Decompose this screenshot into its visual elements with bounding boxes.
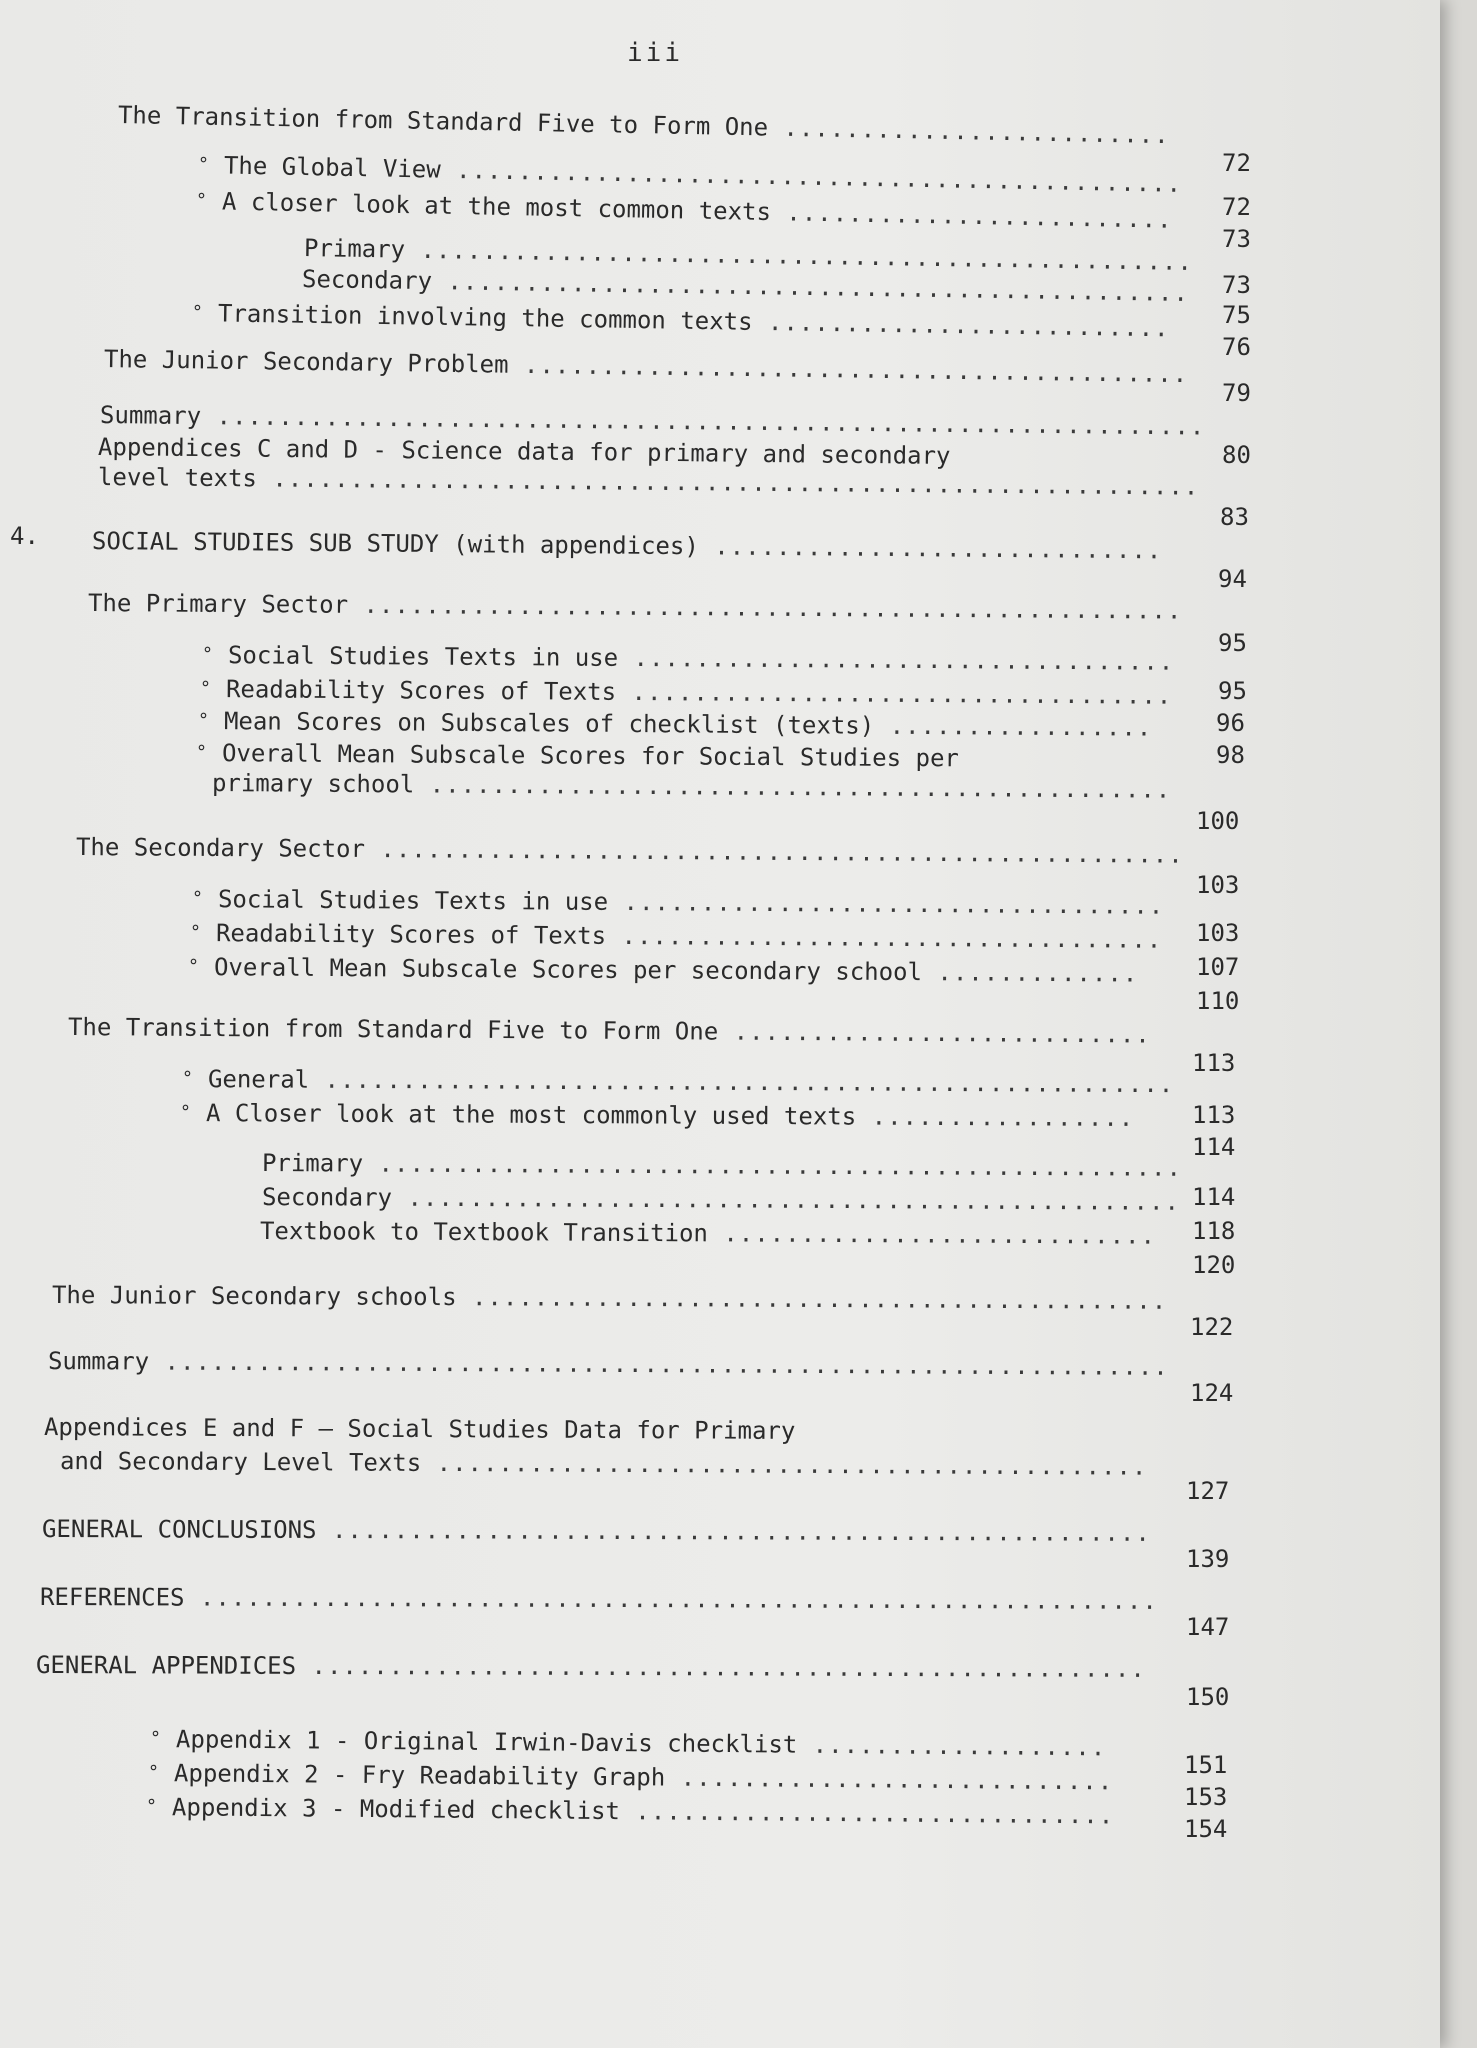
toc-entry-title: primary school: [211, 769, 415, 799]
toc-page-number: 154: [1184, 1815, 1228, 1843]
toc-entry-title: The Secondary Sector: [75, 833, 366, 864]
dot-leader: ............................................................: [256, 464, 1200, 501]
toc-entry[interactable]: [180, 1098, 1134, 1133]
toc-entry-title: Primary: [261, 1149, 364, 1178]
toc-entry-title: REFERENCES: [39, 1583, 185, 1612]
toc-entry-title: Mean Scores on Subscales of checklist (texts): [223, 707, 875, 740]
toc-page-number: 120: [1192, 1251, 1236, 1279]
toc-entry[interactable]: [60, 1446, 1148, 1482]
dot-leader: ..............................................: [421, 1448, 1148, 1481]
toc-entry-title: and Secondary Level Texts: [59, 1447, 422, 1477]
dot-leader: ...................: [797, 1730, 1107, 1762]
toc-page-number: 72: [1222, 149, 1251, 177]
toc-page-number: 150: [1186, 1683, 1230, 1711]
dot-leader: ..........................: [752, 307, 1170, 343]
toc-page-number: 76: [1222, 333, 1251, 361]
toc-entry-title: The Primary Sector: [87, 589, 349, 619]
toc-entry-title: General: [207, 1065, 310, 1094]
toc-entry-title: The Junior Secondary Problem: [103, 345, 509, 379]
toc-page-number: 113: [1192, 1049, 1236, 1077]
toc-page-number: 100: [1196, 807, 1240, 835]
toc-entry-title: Social Studies Texts in use: [217, 885, 609, 916]
dot-leader: ...................................: [618, 643, 1175, 676]
toc-page-number: 127: [1186, 1477, 1230, 1505]
dot-leader: ..............................................................: [184, 1583, 1158, 1615]
toc-entry[interactable]: [118, 100, 1170, 150]
toc-entry-title: Social Studies Texts in use: [227, 641, 619, 672]
toc-entry[interactable]: [44, 1412, 796, 1446]
toc-entry-title: Summary: [47, 1347, 150, 1376]
dot-leader: ................................................................: [201, 402, 1206, 441]
toc-page-number: 80: [1222, 441, 1251, 469]
toc-entry[interactable]: [36, 1650, 1146, 1684]
toc-entry[interactable]: [92, 526, 1163, 565]
toc-entry[interactable]: [262, 1148, 1182, 1183]
toc-page-number: 147: [1186, 1613, 1230, 1641]
toc-entry-title: Summary: [99, 401, 202, 431]
dot-leader: .....................................................: [316, 1515, 1151, 1547]
toc-entry-title: Textbook to Textbook Transition: [259, 1217, 709, 1248]
bullet-icon: °: [201, 644, 213, 666]
dot-leader: ....................................................: [363, 1149, 1183, 1182]
toc-entry[interactable]: [148, 1758, 1114, 1796]
toc-entry[interactable]: [98, 462, 1200, 502]
toc-page-number: 153: [1184, 1783, 1228, 1811]
toc-entry[interactable]: [40, 1582, 1158, 1616]
toc-entry[interactable]: [182, 1064, 1174, 1099]
toc-entry[interactable]: [76, 832, 1184, 870]
toc-entry-title: Appendix 1 - Original Irwin-Davis checklist: [175, 1725, 798, 1759]
dot-leader: ................................................: [431, 267, 1190, 307]
toc-page-number: 95: [1218, 677, 1247, 705]
toc-entry-title: The Transition from Standard Five to Form One: [67, 1013, 719, 1046]
toc-entry[interactable]: [200, 674, 1172, 711]
dot-leader: .................: [874, 711, 1153, 742]
toc-entry[interactable]: [190, 918, 1162, 955]
dot-leader: ............................: [665, 1763, 1114, 1796]
toc-page-number: 139: [1186, 1545, 1230, 1573]
toc-entry-title: level texts: [97, 463, 258, 493]
dot-leader: ...................................: [616, 677, 1173, 710]
toc-entry-title: Overall Mean Subscale Scores for Social Studies per: [221, 739, 960, 773]
toc-entry[interactable]: [212, 768, 1171, 805]
toc-entry-title: A Closer look at the most commonly used texts: [205, 1099, 857, 1131]
bullet-icon: °: [191, 888, 203, 910]
toc-entry[interactable]: [52, 1280, 1167, 1316]
toc-entry[interactable]: [150, 1724, 1107, 1762]
bullet-icon: °: [195, 742, 207, 764]
dot-leader: .................: [856, 1102, 1135, 1132]
toc-page-number: 72: [1222, 193, 1251, 221]
toc-page-number: 103: [1196, 871, 1240, 899]
toc-entry-title: Appendix 2 - Fry Readability Graph: [173, 1759, 666, 1792]
toc-page-number: 122: [1190, 1313, 1234, 1341]
dot-leader: ......................................................: [296, 1651, 1146, 1683]
dot-leader: .............................................: [456, 1283, 1168, 1315]
toc-entry-title: GENERAL APPENDICES: [35, 1651, 297, 1680]
bullet-icon: °: [181, 1068, 193, 1090]
toc-page-number: 73: [1222, 271, 1251, 299]
dot-leader: ...................................: [608, 887, 1165, 920]
dot-leader: .........................: [767, 113, 1170, 150]
page-number: iii: [627, 38, 683, 68]
dot-leader: ....................................................: [364, 835, 1184, 869]
dot-leader: ..................................................: [404, 235, 1194, 276]
dot-leader: .............................: [698, 532, 1163, 565]
toc-entry-title: Appendix 3 - Modified checklist: [171, 1793, 621, 1826]
bullet-icon: °: [149, 1728, 161, 1750]
toc-entry[interactable]: [262, 1182, 1180, 1217]
dot-leader: .......................................................: [309, 1065, 1175, 1099]
toc-page-number: 113: [1192, 1101, 1236, 1129]
toc-page-number: 114: [1192, 1183, 1236, 1211]
toc-entry-title: A closer look at the most common texts: [221, 187, 772, 227]
toc-page-number: 94: [1218, 565, 1247, 593]
toc-entry-title: Secondary: [301, 265, 433, 296]
dot-leader: .............: [921, 958, 1139, 988]
toc-entry[interactable]: [48, 1346, 1169, 1382]
toc-entry[interactable]: [202, 640, 1174, 677]
toc-page-number: 96: [1216, 709, 1245, 737]
toc-page-number: 107: [1196, 953, 1240, 981]
toc-entry-title: Transition involving the common texts: [217, 299, 753, 336]
toc-entry-title: Secondary: [261, 1183, 393, 1212]
bullet-icon: °: [179, 1102, 191, 1124]
dot-leader: ................................................: [414, 770, 1172, 804]
toc-entry[interactable]: [68, 1012, 1151, 1050]
bullet-icon: °: [187, 956, 199, 978]
bullet-icon: °: [197, 710, 209, 732]
dot-leader: ...........................: [718, 1017, 1151, 1049]
toc-page-number: 103: [1196, 919, 1240, 947]
toc-entry-title: SOCIAL STUDIES SUB STUDY (with appendices): [91, 527, 699, 561]
toc-entry-title: The Global View: [223, 151, 441, 184]
toc-entry-title: GENERAL CONCLUSIONS: [41, 1515, 317, 1544]
toc-page-number: 114: [1192, 1133, 1236, 1161]
toc-page-number: 79: [1222, 379, 1251, 407]
dot-leader: ............................: [707, 1219, 1157, 1250]
toc-page-number: 151: [1184, 1751, 1228, 1779]
dot-leader: ...................................: [606, 921, 1163, 954]
toc-entry-title: Readability Scores of Texts: [215, 919, 607, 950]
toc-entry-title: Overall Mean Subscale Scores per secondary school: [213, 953, 923, 987]
dot-leader: .........................: [770, 198, 1173, 234]
dot-leader: ..................................................: [391, 1183, 1181, 1216]
bullet-icon: °: [199, 678, 211, 700]
dot-leader: .....................................................: [347, 590, 1183, 625]
toc-entry[interactable]: [88, 588, 1183, 626]
toc-page-number: 98: [1216, 741, 1245, 769]
toc-entry-title: Appendices C and D - Science data for primary and secondary: [97, 433, 951, 470]
toc-page-number: 75: [1222, 301, 1251, 329]
toc-entry[interactable]: [42, 1514, 1151, 1548]
toc-entry-title: The Junior Secondary schools: [51, 1281, 457, 1312]
toc-page-number: 83: [1220, 503, 1249, 531]
dot-leader: .................................................................: [149, 1347, 1169, 1381]
toc-entry[interactable]: [146, 1792, 1115, 1830]
toc-entry-title: Appendices E and F — Social Studies Data for Primary: [43, 1413, 796, 1445]
toc-entry[interactable]: [260, 1216, 1156, 1251]
toc-entry-title: The Transition from Standard Five to Form One: [117, 101, 769, 142]
toc-entry[interactable]: [188, 952, 1138, 989]
bullet-icon: °: [145, 1796, 157, 1818]
toc-entry-title: Primary: [303, 234, 406, 264]
bullet-icon: °: [195, 190, 208, 212]
bullet-icon: °: [197, 154, 210, 176]
toc-page-number: 124: [1190, 1379, 1234, 1407]
dot-leader: ...............................: [619, 1797, 1115, 1830]
toc-page-number: 95: [1218, 629, 1247, 657]
toc-page-number: 110: [1196, 987, 1240, 1015]
dot-leader: ...........................................: [508, 350, 1189, 389]
bullet-icon: °: [147, 1762, 159, 1784]
toc-entry[interactable]: [198, 706, 1152, 743]
toc-page-number: 73: [1222, 225, 1251, 253]
toc-entry[interactable]: [192, 884, 1164, 921]
toc-page-number: 118: [1192, 1217, 1236, 1245]
section-number: 4.: [10, 522, 39, 550]
toc-entry[interactable]: [104, 344, 1189, 389]
bullet-icon: °: [191, 302, 204, 324]
toc-entry-title: Readability Scores of Texts: [225, 675, 617, 706]
bullet-icon: °: [189, 922, 201, 944]
dot-leader: ...............................................: [440, 155, 1183, 198]
